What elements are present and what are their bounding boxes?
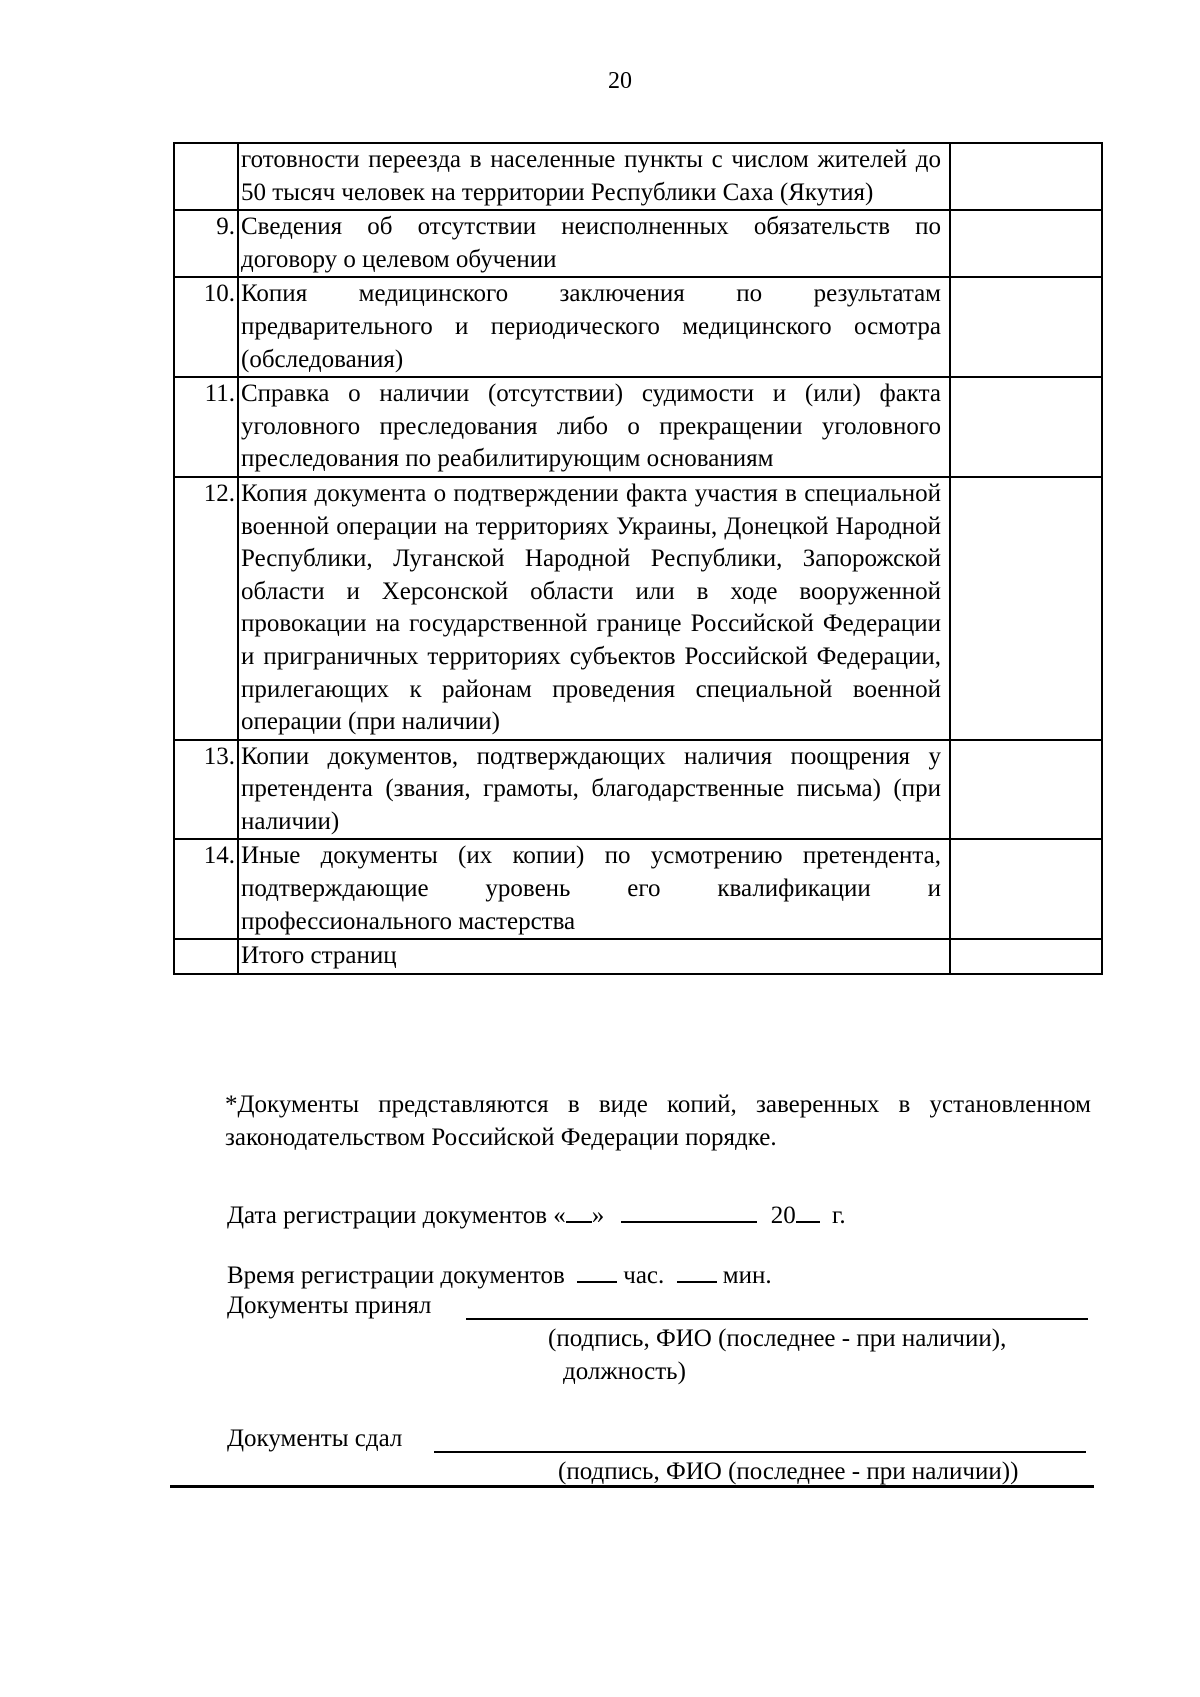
row-pages-cell[interactable] bbox=[950, 939, 1102, 974]
row-number: 13. bbox=[174, 740, 238, 840]
page-number: 20 bbox=[608, 68, 632, 94]
year-blank[interactable] bbox=[796, 1199, 820, 1223]
accepted-by-caption-line2: должность) bbox=[563, 1358, 686, 1385]
documents-table bbox=[173, 142, 1103, 975]
accepted-by-label: Документы принял bbox=[227, 1292, 432, 1319]
table-row bbox=[174, 839, 1102, 939]
year-prefix: 20 bbox=[770, 1202, 796, 1229]
registration-time-line bbox=[227, 1259, 772, 1290]
registration-date-line bbox=[227, 1199, 846, 1230]
row-description-cell bbox=[238, 277, 950, 377]
row-description-cell bbox=[238, 210, 950, 277]
minutes-label: мин. bbox=[722, 1262, 772, 1289]
table-row bbox=[174, 377, 1102, 477]
row-description: Копии документов, подтверждающих наличия поощрения у претендента (звания, грамоты, благодарственные письма) (при наличии) bbox=[241, 742, 941, 835]
note-text: *Документы представляются в виде копий, заверенных в установленном законодательством Российской Федерации порядке. bbox=[225, 1091, 1091, 1151]
registration-time-label: Время регистрации документов bbox=[227, 1262, 565, 1289]
table-row bbox=[174, 740, 1102, 840]
row-description: Копия документа о подтверждении факта участия в специальной военной операции на территориях Украины, Донецкой Народной Республики, Луганской Народной Республики, Запорожской области и Херсонской области или в ходе вооруженной провокации на государственной границе Российской Федерации и приграничных территориях субъектов Российской Федерации, прилегающих к районам проведения специальной военной операции (при наличии) bbox=[241, 479, 941, 736]
submitted-by-signature-line[interactable] bbox=[434, 1433, 1086, 1453]
year-suffix: г. bbox=[832, 1202, 846, 1229]
row-description-cell bbox=[238, 839, 950, 939]
table-row bbox=[174, 477, 1102, 740]
row-pages-cell[interactable] bbox=[950, 477, 1102, 740]
accepted-by-caption-line1: (подпись, ФИО (последнее - при наличии), bbox=[548, 1325, 1007, 1352]
month-blank[interactable] bbox=[621, 1199, 757, 1223]
submitted-by-caption: (подпись, ФИО (последнее - при наличии)) bbox=[558, 1458, 1019, 1485]
row-number bbox=[174, 143, 238, 210]
submitted-by-label: Документы сдал bbox=[227, 1425, 403, 1452]
row-description: готовности переезда в населенные пункты с числом жителей до 50 тысяч человек на территории Республики Саха (Якутия) bbox=[241, 146, 941, 206]
row-pages-cell[interactable] bbox=[950, 143, 1102, 210]
row-description-cell bbox=[238, 477, 950, 740]
row-description-cell bbox=[238, 143, 950, 210]
row-description: Иные документы (их копии) по усмотрению претендента, подтверждающие уровень его квалификации и профессионального мастерства bbox=[241, 842, 941, 935]
row-description-cell bbox=[238, 939, 950, 974]
row-number: 14. bbox=[174, 839, 238, 939]
day-blank[interactable] bbox=[566, 1199, 592, 1223]
bottom-divider bbox=[170, 1485, 1094, 1488]
close-quote: » bbox=[591, 1202, 605, 1229]
row-pages-cell[interactable] bbox=[950, 277, 1102, 377]
row-description: Сведения об отсутствии неисполненных обязательств по договору о целевом обучении bbox=[241, 213, 941, 273]
row-pages-cell[interactable] bbox=[950, 740, 1102, 840]
row-description: Итого страниц bbox=[241, 942, 397, 970]
row-pages-cell[interactable] bbox=[950, 839, 1102, 939]
row-description-cell bbox=[238, 377, 950, 477]
row-number: 11. bbox=[174, 377, 238, 477]
row-number: 12. bbox=[174, 477, 238, 740]
table-row bbox=[174, 143, 1102, 210]
row-number bbox=[174, 939, 238, 974]
minutes-blank[interactable] bbox=[677, 1259, 717, 1283]
hours-label: час. bbox=[623, 1262, 665, 1289]
row-pages-cell[interactable] bbox=[950, 210, 1102, 277]
table-row bbox=[174, 210, 1102, 277]
row-description-cell bbox=[238, 740, 950, 840]
row-number: 9. bbox=[174, 210, 238, 277]
hours-blank[interactable] bbox=[577, 1259, 617, 1283]
table-row bbox=[174, 939, 1102, 974]
row-number: 10. bbox=[174, 277, 238, 377]
registration-date-label: Дата регистрации документов « bbox=[227, 1202, 566, 1229]
row-description: Справка о наличии (отсутствии) судимости и (или) факта уголовного преследования либо о прекращении уголовного преследования по реабилитирующим основаниям bbox=[241, 380, 941, 473]
table-row bbox=[174, 277, 1102, 377]
note-paragraph bbox=[173, 1088, 1091, 1154]
accepted-by-signature-line[interactable] bbox=[466, 1298, 1088, 1320]
row-description: Копия медицинского заключения по результатам предварительного и периодического медицинского осмотра (обследования) bbox=[241, 280, 941, 373]
row-pages-cell[interactable] bbox=[950, 377, 1102, 477]
